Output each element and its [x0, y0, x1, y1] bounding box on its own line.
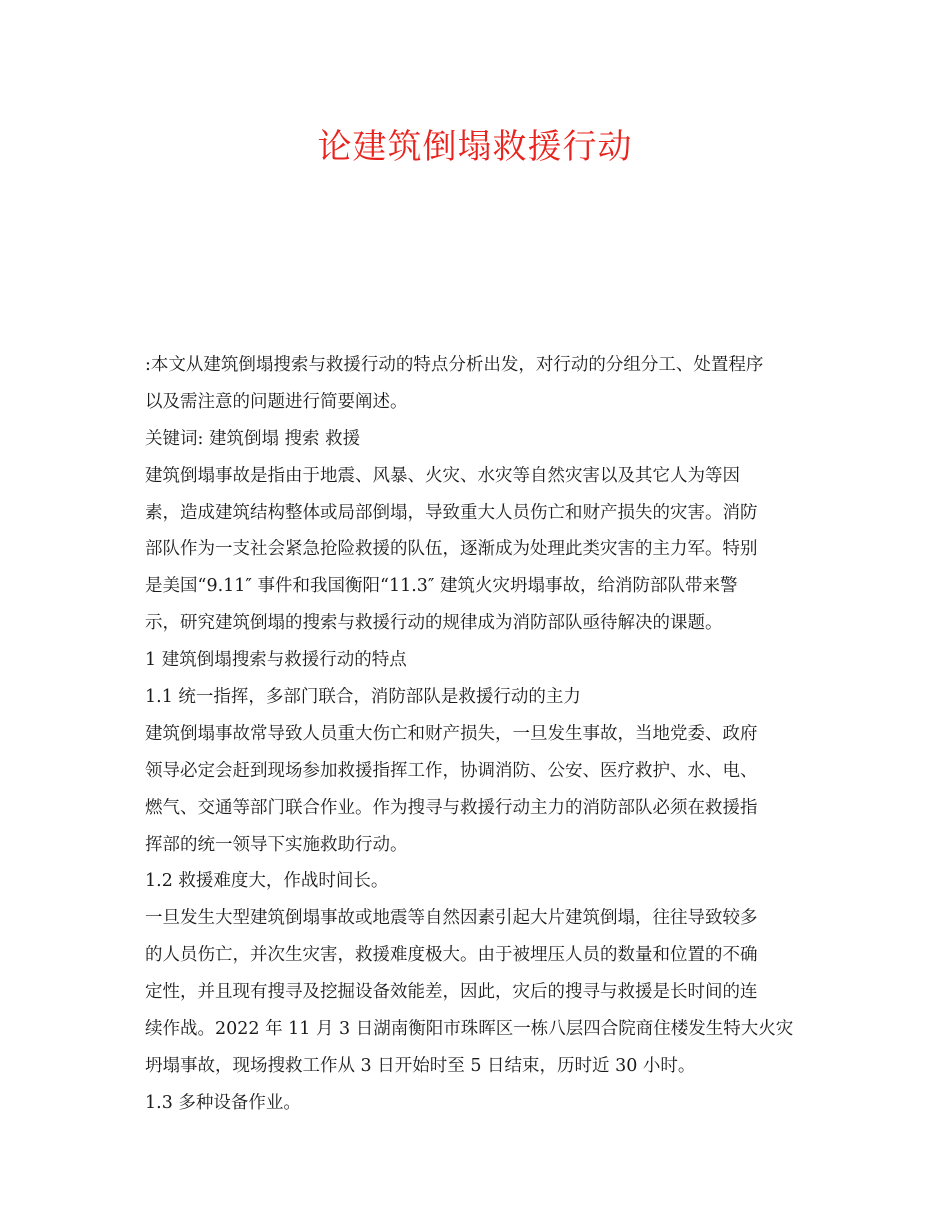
body-line: 燃气、交通等部门联合作业。作为搜寻与救援行动主力的消防部队必须在救援指	[145, 797, 758, 818]
body-line: 的人员伤亡，并次生灾害，救援难度极大。由于被埋压人员的数量和位置的不确	[145, 945, 758, 966]
document-body	[145, 347, 813, 1122]
subsection-heading: 1.2 救援难度大，作战时间长。	[145, 871, 389, 892]
subsection-heading: 1.3 多种设备作业。	[145, 1092, 301, 1113]
body-line: 坍塌事故，现场搜救工作从 3 日开始时至 5 日结束，历时近 30 小时。	[145, 1055, 696, 1076]
keywords-line: 关键词: 建筑倒塌 搜索 救援	[145, 428, 361, 449]
body-line: 建筑倒塌事故常导致人员重大伤亡和财产损失，一旦发生事故，当地党委、政府	[145, 723, 758, 744]
body-line: 部队作为一支社会紧急抢险救援的队伍，逐渐成为处理此类灾害的主力军。特别	[145, 539, 758, 560]
body-line: 是美国“9.11″ 事件和我国衡阳“11.3″ 建筑火灾坍塌事故，给消防部队带来警	[145, 576, 738, 597]
body-line: 示，研究建筑倒塌的搜索与救援行动的规律成为消防部队亟待解决的课题。	[145, 613, 723, 634]
document-title: 论建筑倒塌救援行动	[317, 127, 633, 167]
body-line: 挥部的统一领导下实施救助行动。	[145, 834, 408, 855]
body-line: 定性，并且现有搜寻及挖掘设备效能差，因此，灾后的搜寻与救援是长时间的连	[145, 982, 758, 1003]
body-line: 素，造成建筑结构整体或局部倒塌，导致重大人员伤亡和财产损失的灾害。消防	[145, 502, 758, 523]
body-line: 以及需注意的问题进行简要阐述。	[145, 391, 408, 412]
body-line: 一旦发生大型建筑倒塌事故或地震等自然因素引起大片建筑倒塌，往往导致较多	[145, 908, 758, 929]
body-line: 建筑倒塌事故是指由于地震、风暴、火灾、水灾等自然灾害以及其它人为等因	[145, 465, 740, 486]
subsection-heading: 1.1 统一指挥，多部门联合，消防部队是救援行动的主力	[145, 687, 581, 708]
body-line: 领导必定会赶到现场参加救援指挥工作，协调消防、公安、医疗救护、水、电、	[145, 760, 758, 781]
body-line: :本文从建筑倒塌搜索与救援行动的特点分析出发，对行动的分组分工、处置程序	[145, 355, 764, 375]
section-heading: 1 建筑倒塌搜索与救援行动的特点	[145, 650, 407, 671]
body-line: 续作战。2022 年 11 月 3 日湖南衡阳市珠晖区一栋八层四合院商住楼发生特大火灾	[145, 1019, 794, 1040]
